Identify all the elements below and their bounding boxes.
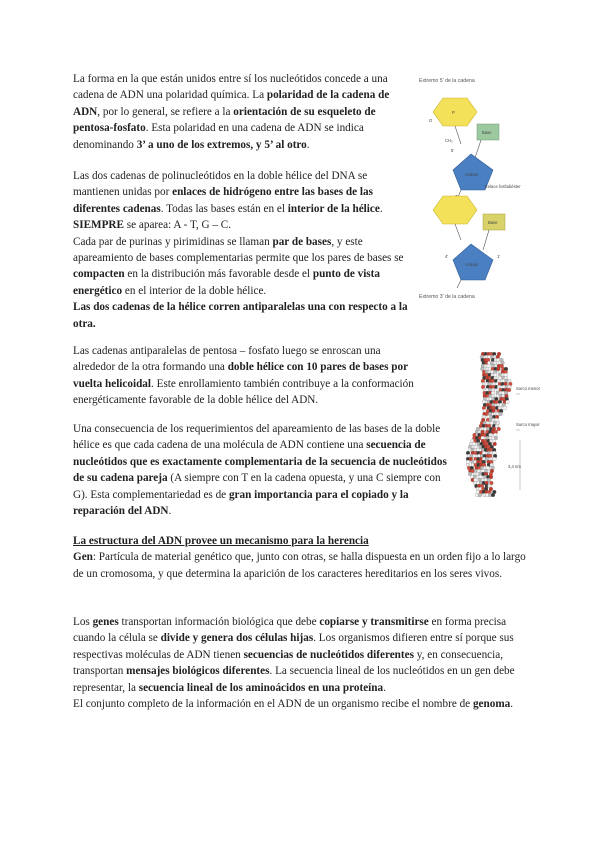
svg-text:O: O: [429, 118, 433, 123]
section-heredity: La estructura del ADN provee un mecanismo para la herencia Gen: Partícula de material genético que, junto con otras, se halla dispuesta en un orden fijo a lo largo de un cromosoma, y que determina la aparición de los caracteres hereditarios en los seres vivos.: [73, 535, 526, 580]
section-heading: La estructura del ADN provee un mecanismo para la herencia: [73, 535, 369, 547]
paragraph-complementarity: Una consecuencia de los requerimientos del apareamiento de las bases de la doble hélice es que cada cadena de una molécula de ADN contiene una secuencia de nucleótidos que es exactamente complementaria de la secuencia de nucleótidos de su cadena pareja (A siempre con T en la cadena opuesta, y una C siempre con G). Esta complementariedad es de gran importancia para el copiado y la reparación del ADN.: [73, 423, 447, 518]
atom-sphere: [493, 457, 497, 461]
phosphodiester-bond-label: Enlace fosfodiéster: [485, 184, 521, 189]
atom-sphere: [478, 493, 482, 497]
atom-sphere: [499, 412, 503, 416]
svg-text:P: P: [452, 110, 455, 115]
svg-text:Base: Base: [488, 220, 498, 225]
svg-text:1': 1': [497, 254, 501, 259]
atom-sphere: [506, 400, 510, 404]
svg-text:Surco mayor: Surco mayor: [516, 422, 540, 427]
svg-text:4': 4': [445, 254, 449, 259]
svg-text:Azúcar: Azúcar: [465, 262, 479, 267]
paragraph-double-helix: Las cadenas antiparalelas de pentosa – fosfato luego se enroscan una alrededor de la otra formando una doble hélice con 10 pares de bases por vuelta helicoidal. Este enrollamiento también contribuye a la conformación energéticamente favorable de la doble hélice del ADN.: [73, 345, 414, 407]
svg-text:Azúcar: Azúcar: [465, 172, 479, 177]
atom-sphere: [503, 406, 507, 410]
atom-sphere: [507, 388, 511, 392]
paragraph-genes: Los genes transportan información biológica que debe copiarse y transmitirse en forma precisa cuando la célula se divide y genera dos células hijas. Los organismos difieren entre sí porque sus respectivas moléculas de ADN tienen secuencias de nucleótidos diferentes y, en consecuencia, transportan mensajes biológicos diferentes. La secuencia lineal de los nucleótidos en un gen debe representar, la secuencia lineal de los aminoácidos en una proteína. El conjunto completo de la información en el ADN de un organismo recibe el nombre de genoma.: [73, 616, 515, 711]
atom-sphere: [493, 442, 497, 446]
svg-text:Base: Base: [482, 130, 492, 135]
atom-sphere: [497, 427, 501, 431]
svg-text:5': 5': [451, 148, 455, 153]
nucleotide-chain-diagram: [415, 72, 527, 302]
svg-text:3,4 nm: 3,4 nm: [508, 464, 521, 469]
atom-sphere: [491, 493, 495, 497]
svg-text:Surco menor: Surco menor: [516, 386, 540, 391]
helix-atoms: [466, 352, 512, 497]
svg-text:CH₂: CH₂: [445, 138, 453, 143]
paragraph-polarity: La forma en la que están unidos entre sí los nucleótidos concede a una cadena de ADN una polaridad química. La polaridad de la cadena de ADN, por lo general, se refiere a la orientación de su esqueleto de pentosa-fosfato. Esta polaridad en una cadena de ADN se indica denominando 3’ a uno de los extremos, y 5’ al otro.: [73, 73, 390, 151]
top-end-label: Extremo 5' de la cadena: [419, 78, 475, 84]
dna-helix-model: [462, 350, 540, 500]
paragraph-hydrogen-bonds: Las dos cadenas de polinucleótidos en la doble hélice del DNA se mantienen unidas por enlaces de hidrógeno entre las bases de las diferentes cadenas. Todas las bases están en el interior de la hélice. SIEMPRE se aparea: A - T, G – C. Cada par de purinas y pirimidinas se llaman par de bases, y este apareamiento de bases complementarias permite que los pares de bases se compacten en la distribución más favorable desde el punto de vista energético en el interior de la doble hélice. Las dos cadenas de la hélice corren antiparalelas una con respecto a la otra.: [73, 170, 408, 330]
bottom-end-label: Extremo 3' de la cadena: [419, 294, 475, 300]
